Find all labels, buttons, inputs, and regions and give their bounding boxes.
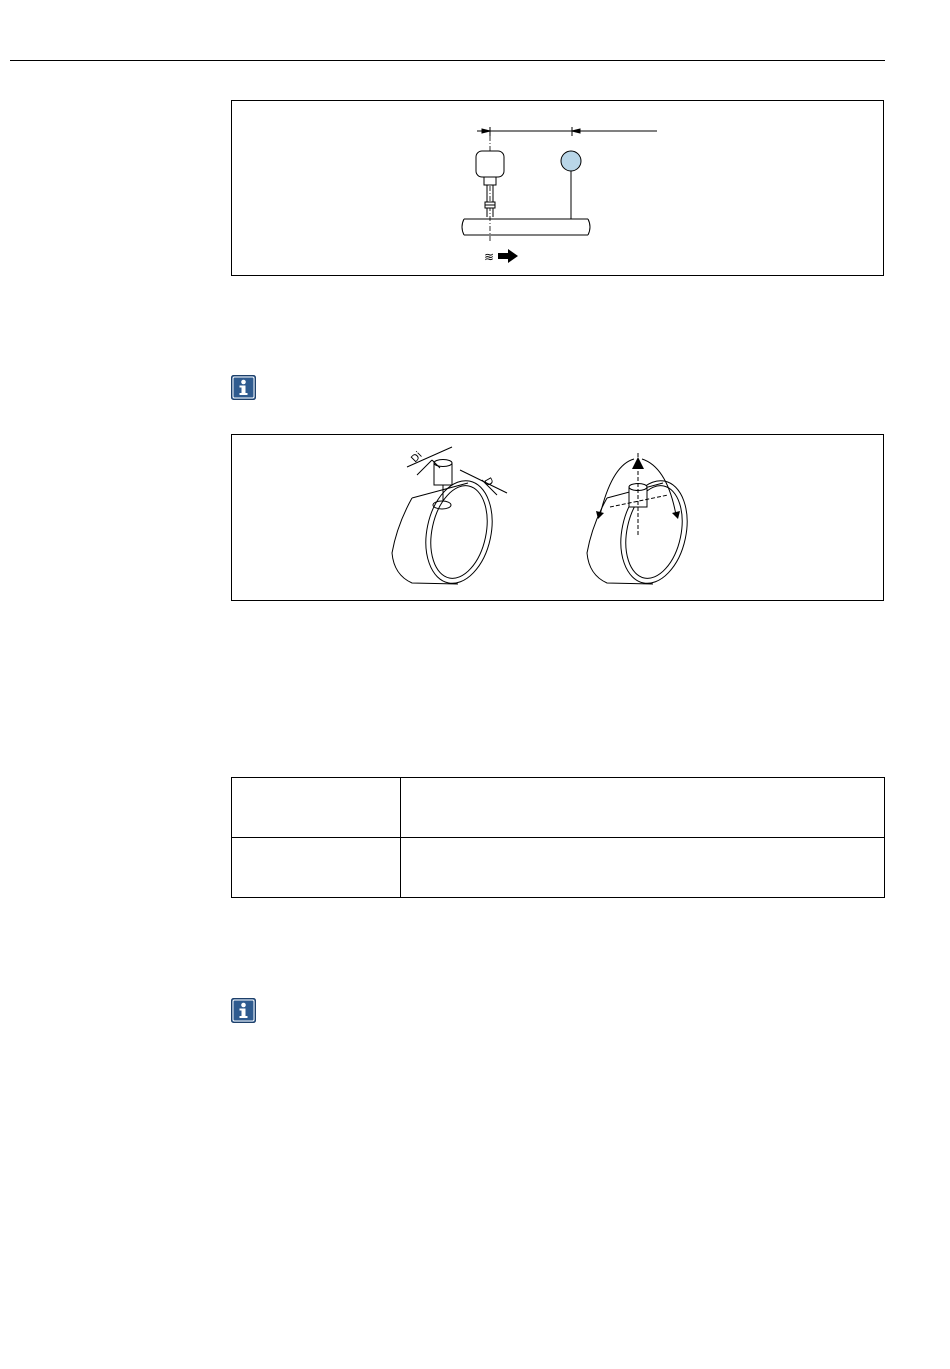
pipe-geometry-figure xyxy=(231,434,884,601)
installation-figure xyxy=(231,100,884,276)
pipe xyxy=(462,219,590,235)
dimension-line xyxy=(477,127,657,136)
svg-text:≋: ≋ xyxy=(484,250,495,264)
info-icon xyxy=(231,998,256,1023)
info-icon xyxy=(231,375,256,400)
table-cell xyxy=(401,778,885,838)
outer-diameter-label: D xyxy=(481,476,495,489)
table-row xyxy=(232,778,885,838)
reference-device-icon xyxy=(561,151,581,219)
table-cell xyxy=(401,838,885,898)
flow-direction-icon xyxy=(484,249,518,264)
table-row xyxy=(232,838,885,898)
mounting-angle-drawing xyxy=(587,453,696,590)
inner-diameter-label: Di xyxy=(409,449,425,466)
header-rule xyxy=(10,60,885,61)
pipe-diameter-drawing xyxy=(392,447,507,590)
table-cell xyxy=(232,778,401,838)
spec-table xyxy=(231,777,885,898)
sensor-icon xyxy=(476,151,504,217)
table-cell xyxy=(232,838,401,898)
